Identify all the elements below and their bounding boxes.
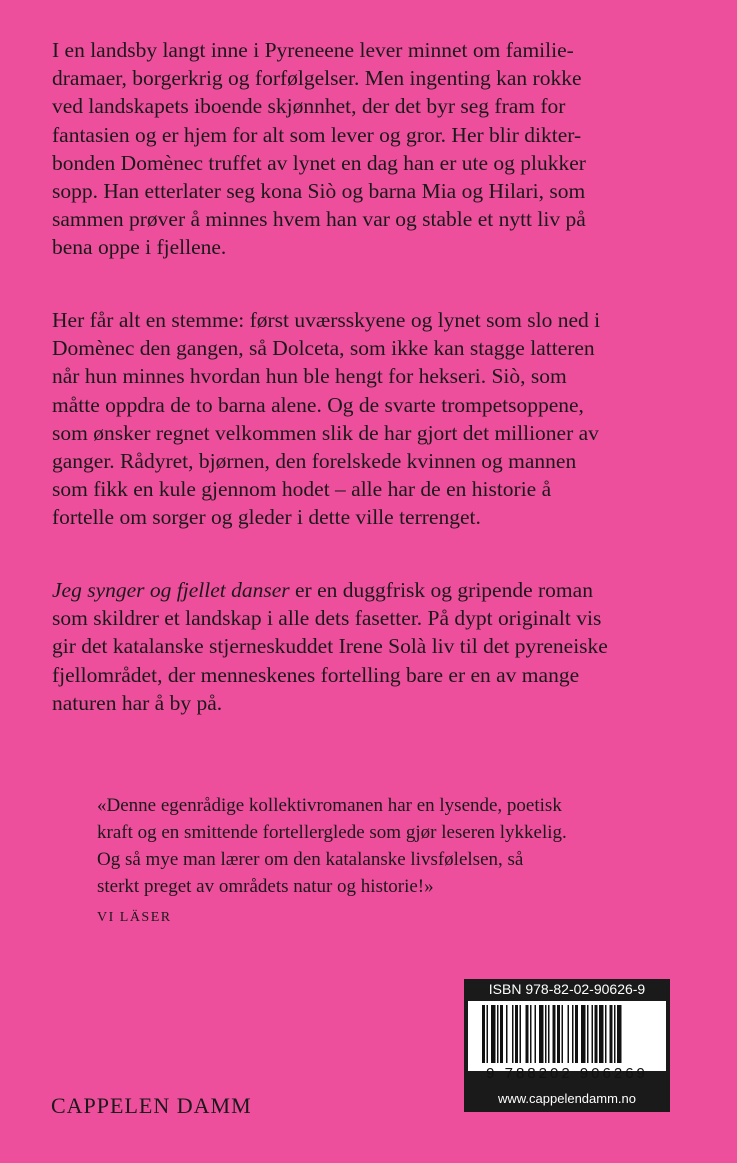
text-line: naturen har å by på.: [52, 690, 223, 715]
barcode-bars: [468, 1001, 666, 1071]
barcode-bar: [500, 1005, 503, 1063]
barcode: [468, 1001, 666, 1082]
text-line: I en landsby langt inne i Pyreneene lever minnet om familie-: [52, 38, 574, 62]
text-line: måtte oppdra de to barna alene. Og de svarte trompetsoppene,: [52, 392, 584, 417]
review-quote: [97, 792, 697, 900]
description-paragraph-2: [52, 306, 702, 532]
barcode-bar: [530, 1005, 532, 1063]
text-line: [52, 576, 702, 604]
barcode-box: [464, 979, 670, 1112]
text-line: som ønsker regnet velkommen slik de har gjort det millioner av: [52, 420, 599, 445]
barcode-bar: [568, 1005, 570, 1063]
text-line: bonden Domènec truffet av lynet en dag han er ute og plukker: [52, 150, 586, 175]
barcode-bar: [545, 1005, 547, 1063]
description-paragraph-1: [52, 36, 702, 262]
barcode-bar: [562, 1005, 564, 1063]
barcode-bar: [548, 1005, 550, 1063]
barcode-bar: [512, 1005, 514, 1063]
text-line: dramaer, borgerkrig og forfølgelser. Men ingenting kan rokke: [52, 66, 582, 91]
text-line: gir det katalanske stjerneskuddet Irene Solà liv til det pyreneiske: [52, 634, 608, 659]
barcode-bar: [617, 1005, 622, 1063]
barcode-bar: [491, 1005, 496, 1063]
barcode-bar: [482, 1005, 485, 1063]
barcode-digits: 9 788202 906269: [486, 1065, 648, 1082]
barcode-bar: [572, 1005, 574, 1063]
barcode-bar: [487, 1005, 489, 1063]
text-line: ganger. Rådyret, bjørnen, den forelskede kvinnen og mannen: [52, 449, 577, 474]
text-line: når hun minnes hvordan hun ble hengt for hekseri. Siò, som: [52, 364, 567, 389]
barcode-bar: [575, 1005, 578, 1063]
text-line: fjellområdet, der menneskenes fortelling bare er en av mange: [52, 662, 580, 687]
text-line: sterkt preget av områdets natur og historie!»: [97, 876, 434, 897]
barcode-bar: [497, 1005, 499, 1063]
text-line: Og så mye man lærer om den katalanske livsfølelsen, så: [97, 849, 524, 870]
description-paragraph-3: [52, 576, 702, 717]
barcode-bar: [605, 1005, 607, 1063]
text-line: «Denne egenrådige kollektivromanen har en lysende, poetisk: [97, 795, 562, 816]
book-title: Jeg synger og fjellet danser: [52, 578, 290, 602]
barcode-bar: [539, 1005, 544, 1063]
barcode-bar: [610, 1005, 613, 1063]
text-line: fantasien og er hjem for alt som lever og gror. Her blir dikter-: [52, 122, 582, 147]
text-line: Her får alt en stemme: først uværsskyene og lynet som slo ned i: [52, 308, 601, 332]
publisher-logo: CAPPELEN DAMM: [51, 1093, 252, 1118]
barcode-bar: [557, 1005, 560, 1063]
barcode-bar: [526, 1005, 529, 1063]
publisher-website: www.cappelendamm.no: [497, 1091, 637, 1106]
barcode-bar: [535, 1005, 537, 1063]
text-line: Domènec den gangen, så Dolceta, som ikke kan stagge latteren: [52, 336, 595, 361]
text-line: bena oppe i fjellene.: [52, 235, 227, 260]
barcode-bar: [614, 1005, 616, 1063]
text-line: ved landskapets iboende skjønnhet, der det byr seg fram for: [52, 94, 566, 119]
text-line: fortelle om sorger og gleder i dette ville terrenget.: [52, 505, 481, 530]
text-line: kraft og en smittende fortellerglede som gjør leseren lykkelig.: [97, 822, 567, 843]
barcode-bar: [599, 1005, 604, 1063]
quote-source: VI LÄSER: [97, 910, 172, 925]
text-line: som skildrer et landskap i alle dets fasetter. På dypt originalt vis: [52, 606, 602, 631]
text-fragment: er en duggfrisk og gripende roman: [289, 578, 593, 602]
barcode-bar: [581, 1005, 586, 1063]
text-line: sopp. Han etterlater seg kona Siò og barna Mia og Hilari, som: [52, 179, 586, 204]
text-line: som fikk en kule gjennom hodet – alle har de en historie å: [52, 477, 552, 502]
barcode-bar: [520, 1005, 522, 1063]
barcode-bar: [587, 1005, 589, 1063]
barcode-bar: [553, 1005, 556, 1063]
text-line: sammen prøver å minnes hvem han var og stable et nytt liv på: [52, 207, 586, 232]
isbn-label: ISBN 978-82-02-90626-9: [488, 981, 646, 997]
barcode-bar: [592, 1005, 594, 1063]
barcode-bar: [595, 1005, 598, 1063]
barcode-bar: [506, 1005, 508, 1063]
barcode-bar: [515, 1005, 518, 1063]
